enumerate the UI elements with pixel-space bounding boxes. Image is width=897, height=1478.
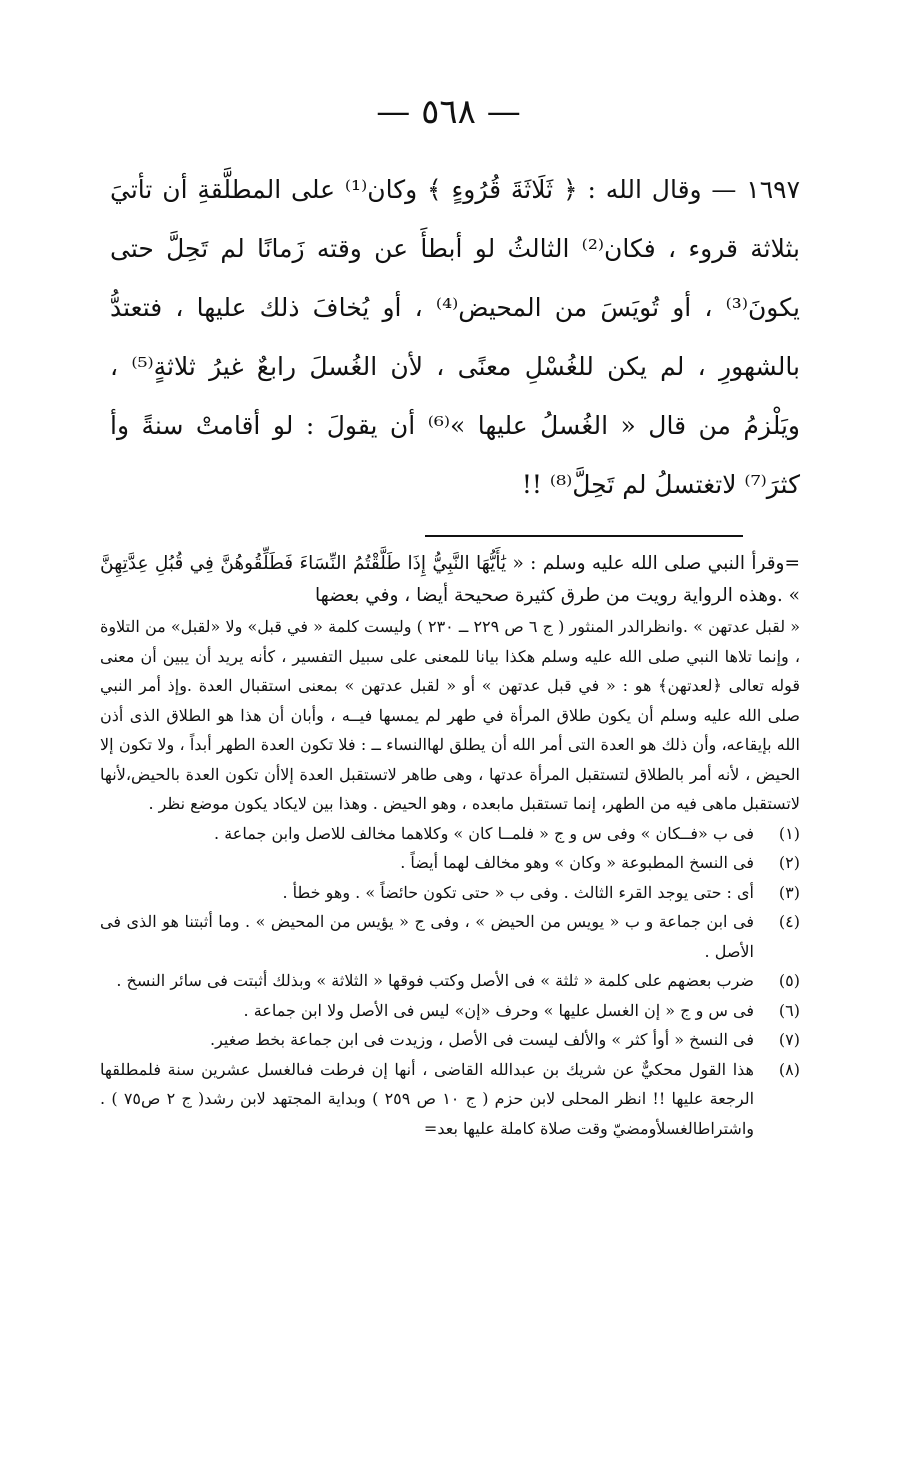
footnote-1 bbox=[100, 819, 800, 849]
footnote-number: (٤) bbox=[778, 912, 800, 931]
footnote-text: فى ابن جماعة و ب « يويس من الحيض » ، وفى ج « يؤيس من المحيض » . وما أثبتنا هو الذى فى الأصل . bbox=[100, 912, 754, 961]
footnote-text: فى النسخ « أوأ كثر » والألف ليست فى الأصل ، وزيدت فى ابن جماعة بخط صغير. bbox=[209, 1030, 754, 1049]
footnote-number: (٧) bbox=[778, 1030, 800, 1049]
footnote-6 bbox=[100, 996, 800, 1026]
footnote-continuation-commentary: « لقبل عدتهن » .وانظرالدر المنثور ( ج ٦ ص ٢٢٩ ــ ٢٣٠ ) وليست كلمة « في قبل» ولا «لقبل» من التلاوة ، وإنما تلاها النبي صلى الله عليه وسلم هكذا بيانا للمعنى على سبيل التفسير ، كأنه يريد أن يبين أن معنى قوله تعالى ﴿لعدتهن﴾ هو : « في قبل عدتهن » أو « لقبل عدتهن » بمعنى استقبال العدة .وإذ أمر النبي صلى الله عليه وسلم أن يكون طلاق المرأة في طهر لم يمسها فيــه ، وأبان أن هذا هو الطلاق الذى أذن الله بإيقاعه، وأن ذلك هو العدة التى أمر الله أن يطلق لهاالنساء ــ : فلا تكون العدة الطهر أبداً ، ولا تكون إلا الحيض ، لأنه أمر بالطلاق لتستقبل المرأة عدتها ، وهى طاهر لاتستقبل العدة إلاأن تكون العدة بالحيض،لأنها لاتستقبل ماهى فيه من الطهر، إنما تستقبل مابعده ، وهو الحيض . وهذا بين لايكاد يكون موضع نظر . bbox=[100, 617, 801, 813]
footnote-text: فى ب «فــكان » وفى س و ج « فلمــا كان » وكلاهما مخالف للاصل وابن جماعة . bbox=[214, 823, 754, 843]
footnote-number: (٨) bbox=[778, 1059, 800, 1079]
footnote-4 bbox=[100, 907, 800, 966]
footnote-text: أى : حتى يوجد القرء الثالث . وفى ب « حتى تكون حائضاً » . وهو خطأ . bbox=[282, 882, 754, 902]
footnote-3 bbox=[100, 878, 800, 908]
footnote-separator bbox=[425, 535, 743, 537]
footnote-text: فى س و ج « إن الغسل عليها » وحرف «إن» ليس فى الأصل ولا ابن جماعة . bbox=[243, 1000, 754, 1020]
footnote-8 bbox=[100, 1055, 800, 1144]
footnote-text: هذا القول محكيٌّ عن شريك بن عبدالله القاضى ، أنها إن فرطت فىالغسل عشرين سنة فلمطلقها الرجعة عليها !! انظر المحلى لابن حزم ( ج ١٠ ص ٢٥٩ ) وبداية المجتهد لابن رشد( ج ٢ ص٧٥ ) . واشتراطالغسلأومضيّ وقت صلاة كاملة عليها بعد= bbox=[100, 1059, 755, 1138]
footnote-number: (٦) bbox=[778, 1000, 800, 1020]
footnote-7 bbox=[100, 1025, 800, 1055]
footnote-continuation-quote: =وقرأ النبي صلى الله عليه وسلم : « يَٰأَيُّهَا النَّبِيُّ إِذَا طَلَّقْتُمُ النِّسَاءَ فَطَلِّقُوهُنَّ فِي قُبُلِ عِدَّتِهِنَّ » .وهذه الرواية رويت من طرق كثيرة صحيحة أيضا ، وفي بعضها bbox=[100, 553, 800, 606]
footnote-number: (٥) bbox=[778, 971, 800, 990]
footnote-number: (١) bbox=[778, 823, 800, 843]
main-text: ١٦٩٧ — وقال الله : ﴿ ثَلَاثَةَ قُرُوءٍ ﴾ وكان⁽¹⁾ على المطلَّقةِ أن تأتيَ بثلاثة قروء ، فكان⁽²⁾ الثالثُ لو أبطأَ عن وقته زَمانًا لم تَحِلَّ حتى يكونَ⁽³⁾ ، أو تُويَسَ من المحيض⁽⁴⁾ ، أو يُخافَ ذلك عليها ، فتعتدُّ بالشهورِ ، لم يكن للغُسْلِ معنًى ، لأن الغُسلَ رابعٌ غيرُ ثلاثةٍ⁽⁵⁾ ، ويَلْزمُ من قال « الغُسلُ عليها »⁽⁶⁾ أن يقولَ : لو أقامتْ سنةً وأ كثرَ⁽⁷⁾ لاتغتسلُ لم تَحِلَّ⁽⁸⁾ !! bbox=[110, 175, 801, 499]
footnote-5 bbox=[100, 966, 800, 996]
footnote-number: (٣) bbox=[778, 882, 800, 902]
footnote-2 bbox=[100, 848, 800, 878]
footnote-continuation bbox=[100, 548, 800, 819]
footnote-text: فى النسخ المطبوعة « وكان » وهو مخالف لهما أيضاً . bbox=[400, 853, 754, 872]
footnote-text: ضرب بعضهم على كلمة « ثلثة » فى الأصل وكتب فوقها « الثلاثة » وبذلك أثبتت فى سائر النسخ . bbox=[116, 971, 754, 990]
footnote-number: (٢) bbox=[778, 853, 800, 872]
page-number: — ٥٦٨ — bbox=[376, 92, 521, 132]
footnotes bbox=[100, 548, 800, 1143]
